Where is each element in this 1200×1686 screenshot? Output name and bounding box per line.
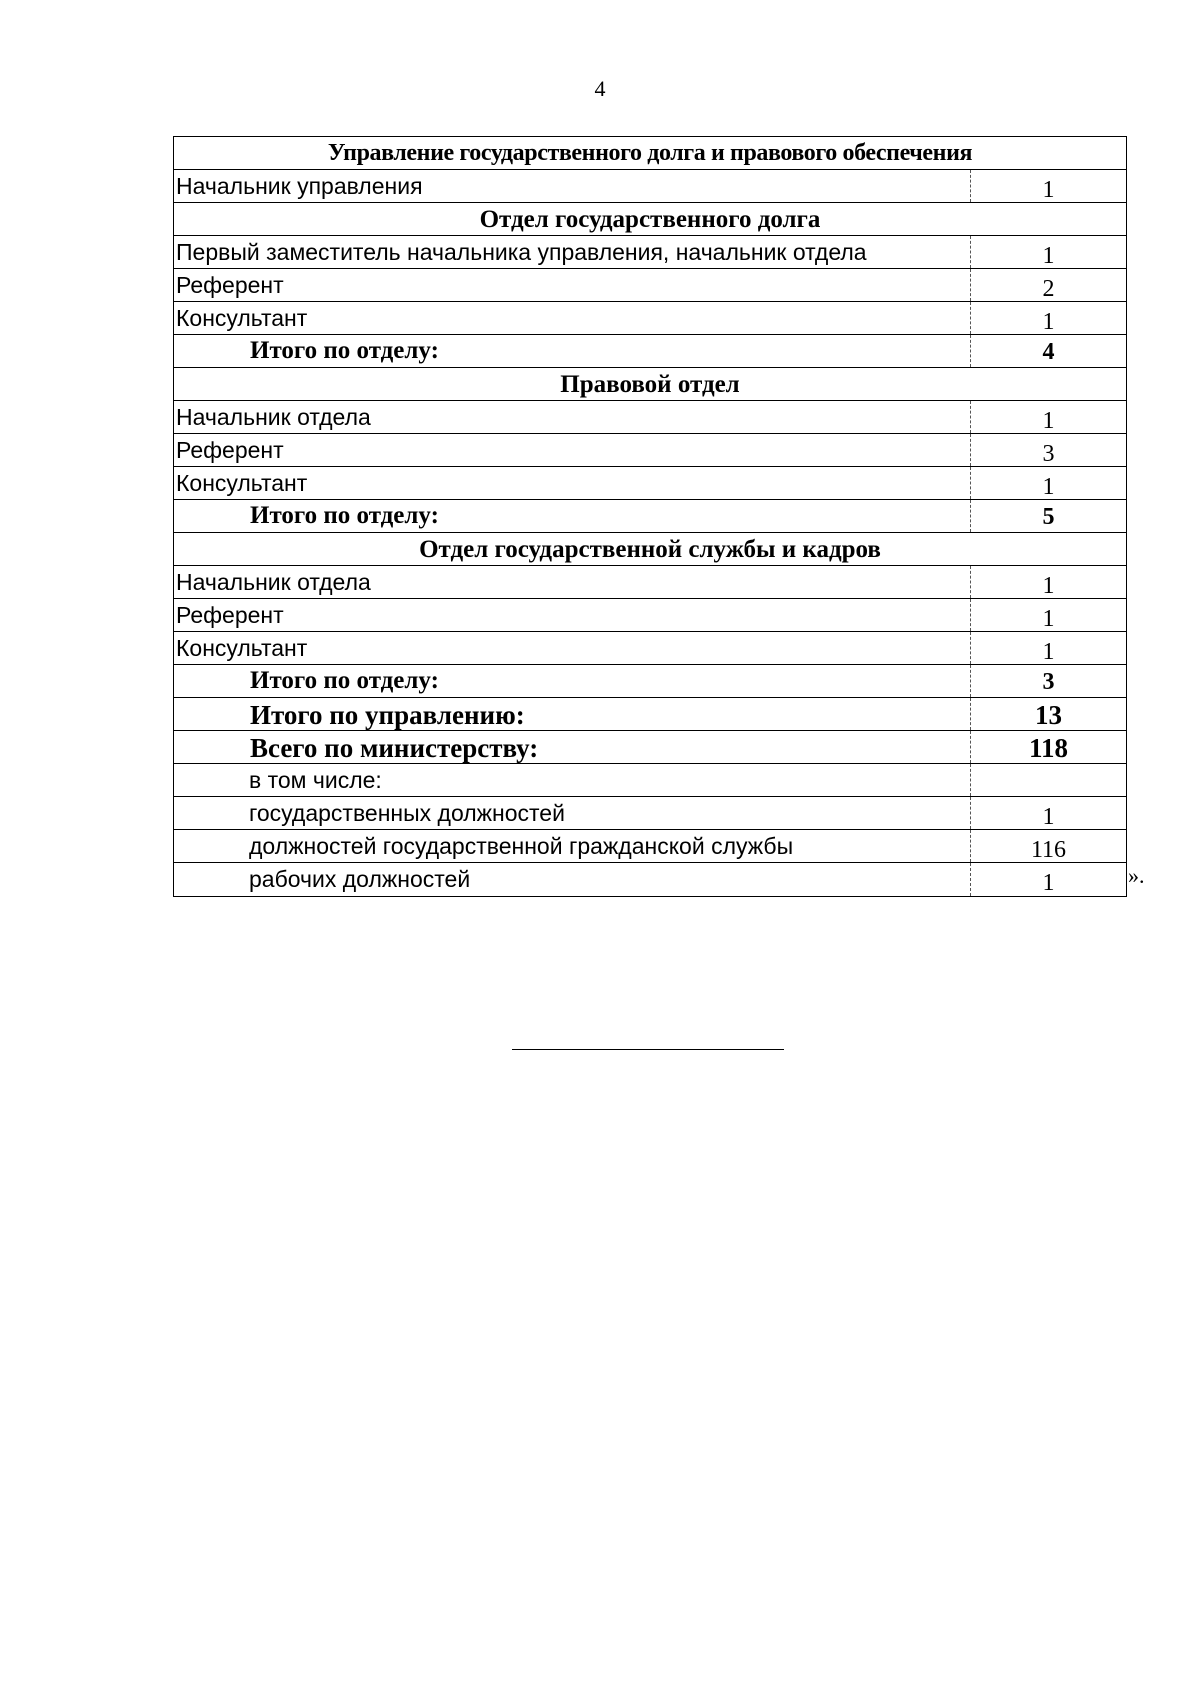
table-row xyxy=(174,401,1126,434)
position-count: 1 xyxy=(970,566,1126,598)
position-name: Первый заместитель начальника управления, начальник отдела xyxy=(176,239,867,265)
breakdown-row xyxy=(174,863,1126,896)
position-count: 2 xyxy=(970,269,1126,301)
table-row xyxy=(174,434,1126,467)
breakdown-name: рабочих должностей xyxy=(249,866,471,892)
section-total-row xyxy=(174,665,1126,698)
closing-quote: ». xyxy=(1128,863,1145,888)
breakdown-name: государственных должностей xyxy=(249,800,565,826)
department-total-row xyxy=(174,698,1126,731)
including-row xyxy=(174,764,1126,797)
table-row xyxy=(174,170,1126,203)
section-total-row xyxy=(174,500,1126,533)
section-total-value: 5 xyxy=(970,500,1126,532)
table-row xyxy=(174,236,1126,269)
table-row xyxy=(174,632,1126,665)
section-total-row xyxy=(174,335,1126,368)
table-title: Управление государственного долга и правового обеспечения xyxy=(174,137,1126,170)
position-count: 1 xyxy=(970,170,1126,202)
ministry-total-value: 118 xyxy=(970,731,1126,763)
position-name: Референт xyxy=(176,602,284,628)
including-empty-cell xyxy=(970,764,1126,796)
department-total-label: Итого по управлению: xyxy=(250,700,525,730)
breakdown-value: 1 xyxy=(970,797,1126,829)
section-total-label: Итого по отделу: xyxy=(250,502,439,529)
section-total-value: 3 xyxy=(970,665,1126,697)
position-count: 1 xyxy=(970,599,1126,631)
section-title: Отдел государственного долга xyxy=(174,203,1126,236)
including-label: в том числе: xyxy=(249,767,382,793)
position-name: Консультант xyxy=(176,635,308,661)
department-total-value: 13 xyxy=(970,698,1126,730)
staff-table xyxy=(173,136,1127,897)
position-name: Начальник отдела xyxy=(176,404,371,430)
position-name: Начальник отдела xyxy=(176,569,371,595)
position-name: Консультант xyxy=(176,305,308,331)
breakdown-value: 116 xyxy=(970,830,1126,862)
section-title: Правовой отдел xyxy=(174,368,1126,401)
ministry-total-label: Всего по министерству: xyxy=(250,733,539,763)
position-name: Референт xyxy=(176,272,284,298)
position-name: Референт xyxy=(176,437,284,463)
table-row xyxy=(174,269,1126,302)
end-rule xyxy=(512,1049,784,1050)
page-number: 4 xyxy=(594,76,606,101)
position-name: Консультант xyxy=(176,470,308,496)
section-total-label: Итого по отделу: xyxy=(250,667,439,694)
table-row xyxy=(174,599,1126,632)
section-title: Отдел государственной службы и кадров xyxy=(174,533,1126,566)
breakdown-name: должностей государственной гражданской службы xyxy=(249,833,794,859)
table-row xyxy=(174,566,1126,599)
breakdown-row xyxy=(174,797,1126,830)
breakdown-row xyxy=(174,830,1126,863)
ministry-total-row xyxy=(174,731,1126,764)
section-total-value: 4 xyxy=(970,335,1126,367)
section-total-label: Итого по отделу: xyxy=(250,337,439,364)
table-row xyxy=(174,467,1126,500)
position-count: 1 xyxy=(970,401,1126,433)
position-count: 1 xyxy=(970,632,1126,664)
position-count: 3 xyxy=(970,434,1126,466)
position-count: 1 xyxy=(970,236,1126,268)
position-count: 1 xyxy=(970,467,1126,499)
table-row xyxy=(174,302,1126,335)
position-name: Начальник управления xyxy=(176,173,423,199)
position-count: 1 xyxy=(970,302,1126,334)
breakdown-value: 1 xyxy=(970,863,1126,896)
